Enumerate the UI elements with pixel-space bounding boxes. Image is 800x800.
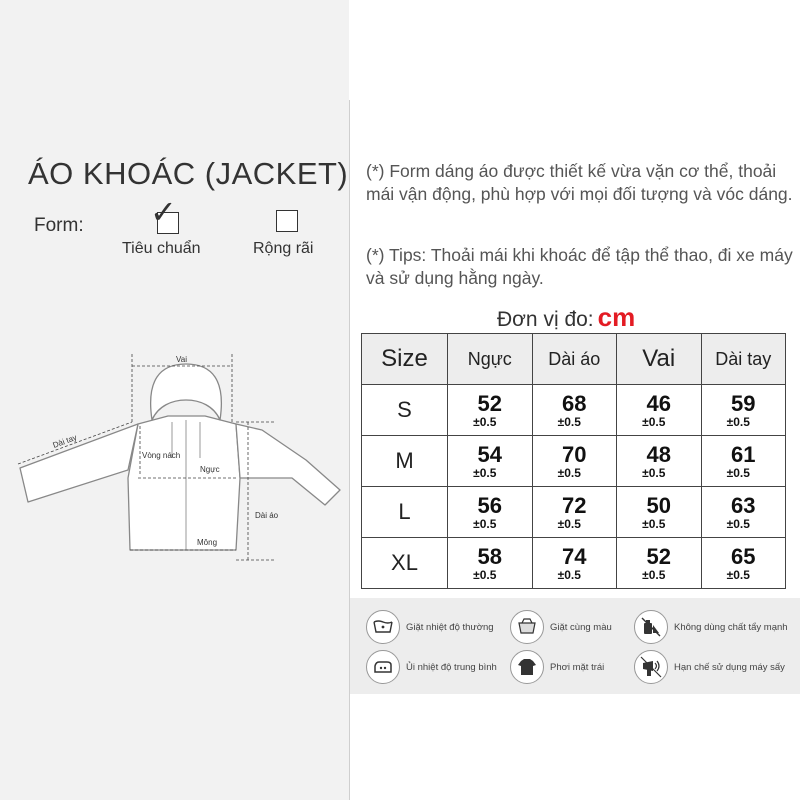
table-row: [362, 487, 786, 538]
care-item: [510, 650, 604, 684]
tolerance-value: ±0.5: [726, 516, 750, 531]
measure-cell-sleeve: [701, 487, 786, 538]
tolerance-value: ±0.5: [642, 414, 666, 429]
tolerance-value: ±0.5: [557, 516, 581, 531]
size-cell: L: [362, 487, 448, 538]
measure-cell-shoulder: [617, 436, 702, 487]
wash-normal-icon: [366, 610, 400, 644]
measure-cell-length: [532, 538, 617, 589]
tolerance-value: ±0.5: [557, 465, 581, 480]
measure-value: 74: [562, 543, 587, 569]
diagram-label-shoulder: Vai: [176, 355, 187, 364]
care-label: Giặt nhiệt độ thường: [406, 621, 494, 633]
size-cell: XL: [362, 538, 448, 589]
diagram-label-chest: Ngực: [200, 465, 220, 474]
measure-value: 56: [477, 492, 502, 518]
limit-dryer-icon: [634, 650, 668, 684]
diagram-label-hem: Mông: [197, 538, 218, 547]
measure-value: 63: [731, 492, 756, 518]
tolerance-value: ±0.5: [473, 516, 497, 531]
size-table-header-row: [362, 334, 786, 385]
header-sleeve: Dài tay: [701, 334, 786, 385]
tolerance-value: ±0.5: [473, 465, 497, 480]
size-cell: S: [362, 385, 448, 436]
form-loose-checkbox: [276, 210, 298, 232]
wash-same-color-icon: [510, 610, 544, 644]
tolerance-value: ±0.5: [642, 465, 666, 480]
tolerance-value: ±0.5: [473, 567, 497, 582]
measure-cell-shoulder: [617, 385, 702, 436]
table-row: [362, 538, 786, 589]
iron-medium-icon: [366, 650, 400, 684]
measure-value: 61: [731, 441, 756, 467]
product-title: ÁO KHOÁC (JACKET): [28, 156, 349, 191]
diagram-label-sleeve: Dài tay: [51, 432, 79, 450]
measure-cell-shoulder: [617, 487, 702, 538]
measure-value: 50: [646, 492, 671, 518]
measure-cell-sleeve: [701, 436, 786, 487]
measure-value: 52: [477, 390, 502, 416]
care-item: [634, 610, 788, 644]
fit-note: (*) Form dáng áo được thiết kế vừa vặn cơ thể, thoải mái vận động, phù hợp với mọi đối tượng và vóc dáng.: [366, 161, 793, 204]
diagram-label-armhole: Vòng nách: [142, 451, 181, 460]
diagram-label-length: Dài áo: [255, 511, 279, 520]
table-row: [362, 436, 786, 487]
checkmark-icon: ✓: [150, 194, 177, 230]
form-standard-label: Tiêu chuẩn: [122, 240, 201, 257]
measure-cell-length: [532, 436, 617, 487]
unit-line: [497, 302, 635, 333]
measure-value: 58: [477, 543, 502, 569]
measure-value: 72: [562, 492, 587, 518]
measure-cell-chest: [448, 538, 533, 589]
tolerance-value: ±0.5: [557, 567, 581, 582]
unit-label: Đơn vị đo:: [497, 308, 594, 331]
measure-cell-chest: [448, 487, 533, 538]
measure-cell-sleeve: [701, 385, 786, 436]
jacket-measurement-diagram: [0, 340, 349, 580]
care-label: Ủi nhiệt độ trung bình: [406, 661, 497, 673]
care-label: Hạn chế sử dụng máy sấy: [674, 661, 785, 673]
care-label: Giặt cùng màu: [550, 621, 612, 633]
measure-cell-length: [532, 385, 617, 436]
measure-cell-shoulder: [617, 538, 702, 589]
care-label: Phơi mặt trái: [550, 661, 605, 673]
no-bleach-icon: [634, 610, 668, 644]
tolerance-value: ±0.5: [726, 465, 750, 480]
size-cell: M: [362, 436, 448, 487]
care-item: [366, 650, 497, 684]
header-size: Size: [362, 334, 448, 385]
jacket-right-sleeve: [236, 424, 340, 505]
measure-cell-sleeve: [701, 538, 786, 589]
dry-inside-out-icon: [510, 650, 544, 684]
measure-value: 52: [646, 543, 671, 569]
left-panel: [0, 0, 349, 800]
jacket-body-outline: [128, 416, 240, 550]
table-row: [362, 385, 786, 436]
measure-value: 46: [646, 390, 671, 416]
form-loose-label: Rộng rãi: [253, 240, 314, 257]
measure-value: 48: [646, 441, 671, 467]
tolerance-value: ±0.5: [642, 567, 666, 582]
care-instructions: [350, 598, 800, 694]
jacket-hood: [151, 364, 222, 420]
measure-cell-chest: [448, 436, 533, 487]
care-item: [366, 610, 494, 644]
header-chest: Ngực: [448, 334, 533, 385]
measure-value: 54: [477, 441, 502, 467]
header-shoulder: Vai: [617, 334, 702, 385]
measure-value: 59: [731, 390, 756, 416]
tolerance-value: ±0.5: [473, 414, 497, 429]
care-label: Không dùng chất tẩy mạnh: [674, 621, 788, 633]
measure-cell-chest: [448, 385, 533, 436]
tips-note: (*) Tips: Thoải mái khi khoác để tập thể thao, đi xe máy và sử dụng hằng ngày.: [366, 245, 793, 288]
measure-value: 70: [562, 441, 587, 467]
tolerance-value: ±0.5: [642, 516, 666, 531]
form-label: Form:: [34, 215, 84, 236]
tolerance-value: ±0.5: [726, 567, 750, 582]
measure-value: 65: [731, 543, 756, 569]
header-length: Dài áo: [532, 334, 617, 385]
size-table: [361, 333, 786, 589]
measure-value: 68: [562, 390, 587, 416]
measure-cell-length: [532, 487, 617, 538]
tolerance-value: ±0.5: [557, 414, 581, 429]
care-item: [634, 650, 785, 684]
care-item: [510, 610, 612, 644]
jacket-left-sleeve: [20, 424, 138, 502]
unit-value: cm: [597, 302, 636, 332]
tolerance-value: ±0.5: [726, 414, 750, 429]
